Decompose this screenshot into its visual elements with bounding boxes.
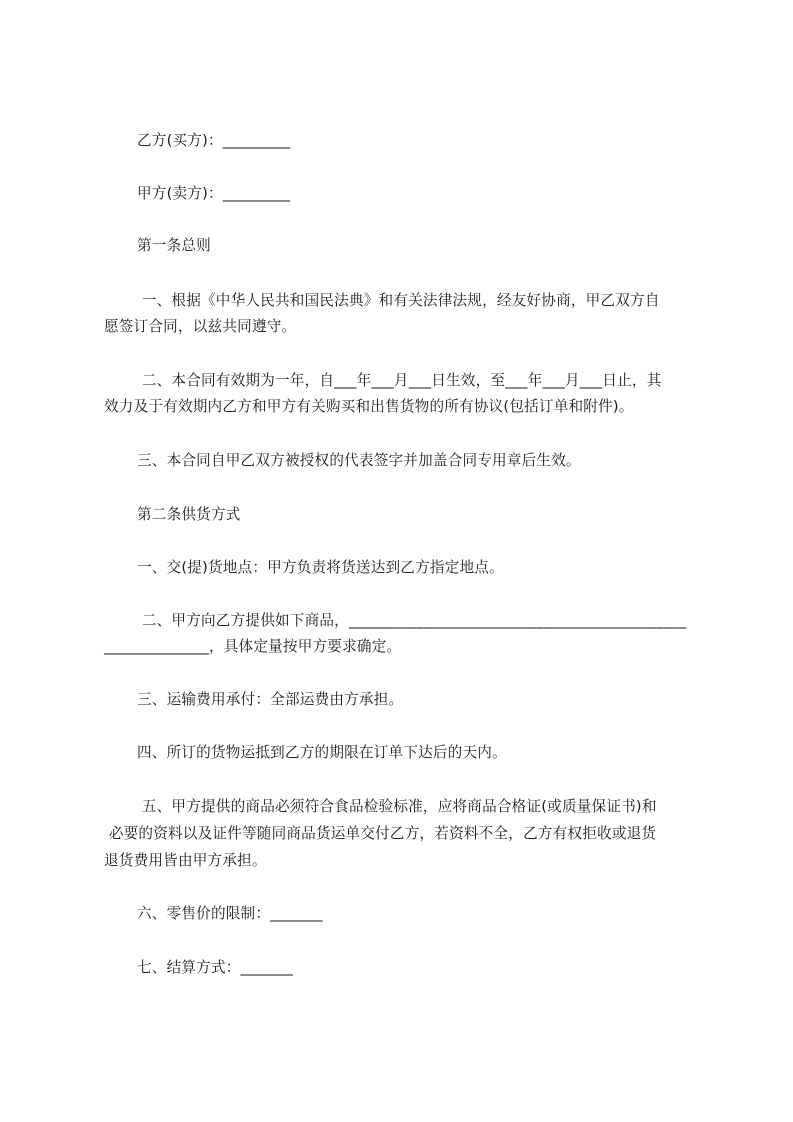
- clause-2-7: 七、结算方式：_______: [137, 959, 294, 976]
- clause-1-3: 三、本合同自甲乙双方被授权的代表签字并加盖合同专用章后生效。: [137, 452, 581, 469]
- clause-2-5-line-1: 五、甲方提供的商品必须符合食品检验标准，应将商品合格证(或质量保证书)和: [137, 798, 657, 815]
- clause-2-2-line-1: 二、甲方向乙方提供如下商品，_____________________________________________: [137, 612, 687, 629]
- clause-1-1-line-2: 愿签订合同，以兹共同遵守。: [104, 318, 297, 335]
- clause-2-6: 六、零售价的限制：_______: [137, 905, 323, 922]
- clause-2-3: 三、运输费用承付：全部运费由方承担。: [137, 691, 404, 708]
- clause-2-4: 四、所订的货物运抵到乙方的期限在订单下达后的天内。: [137, 744, 507, 761]
- article-2-heading: 第二条供货方式: [137, 506, 241, 523]
- buyer-line: 乙方(买方)：_________: [137, 132, 291, 149]
- clause-1-2-line-1: 二、本合同有效期为一年，自___年___月___日生效，至___年___月___日止，其: [137, 372, 662, 389]
- seller-line: 甲方(卖方)：_________: [137, 185, 291, 202]
- article-1-heading: 第一条总则: [137, 237, 211, 254]
- clause-2-2-line-2: ______________，具体定量按甲方要求确定。: [104, 638, 402, 655]
- clause-2-1: 一、交(提)货地点：甲方负责将货送达到乙方指定地点。: [137, 559, 504, 576]
- clause-2-5-line-2: 必要的资料以及证件等随同商品货运单交付乙方，若资料不全，乙方有权拒收或退货: [104, 825, 657, 842]
- clause-2-5-line-3: 退货费用皆由甲方承担。: [104, 852, 267, 869]
- clause-1-2-line-2: 效力及于有效期内乙方和甲方有关购买和出售货物的所有协议(包括订单和附件)。: [104, 398, 634, 415]
- clause-1-1-line-1: 一、根据《中华人民共和国民法典》和有关法律法规，经友好协商，甲乙双方自: [137, 292, 660, 309]
